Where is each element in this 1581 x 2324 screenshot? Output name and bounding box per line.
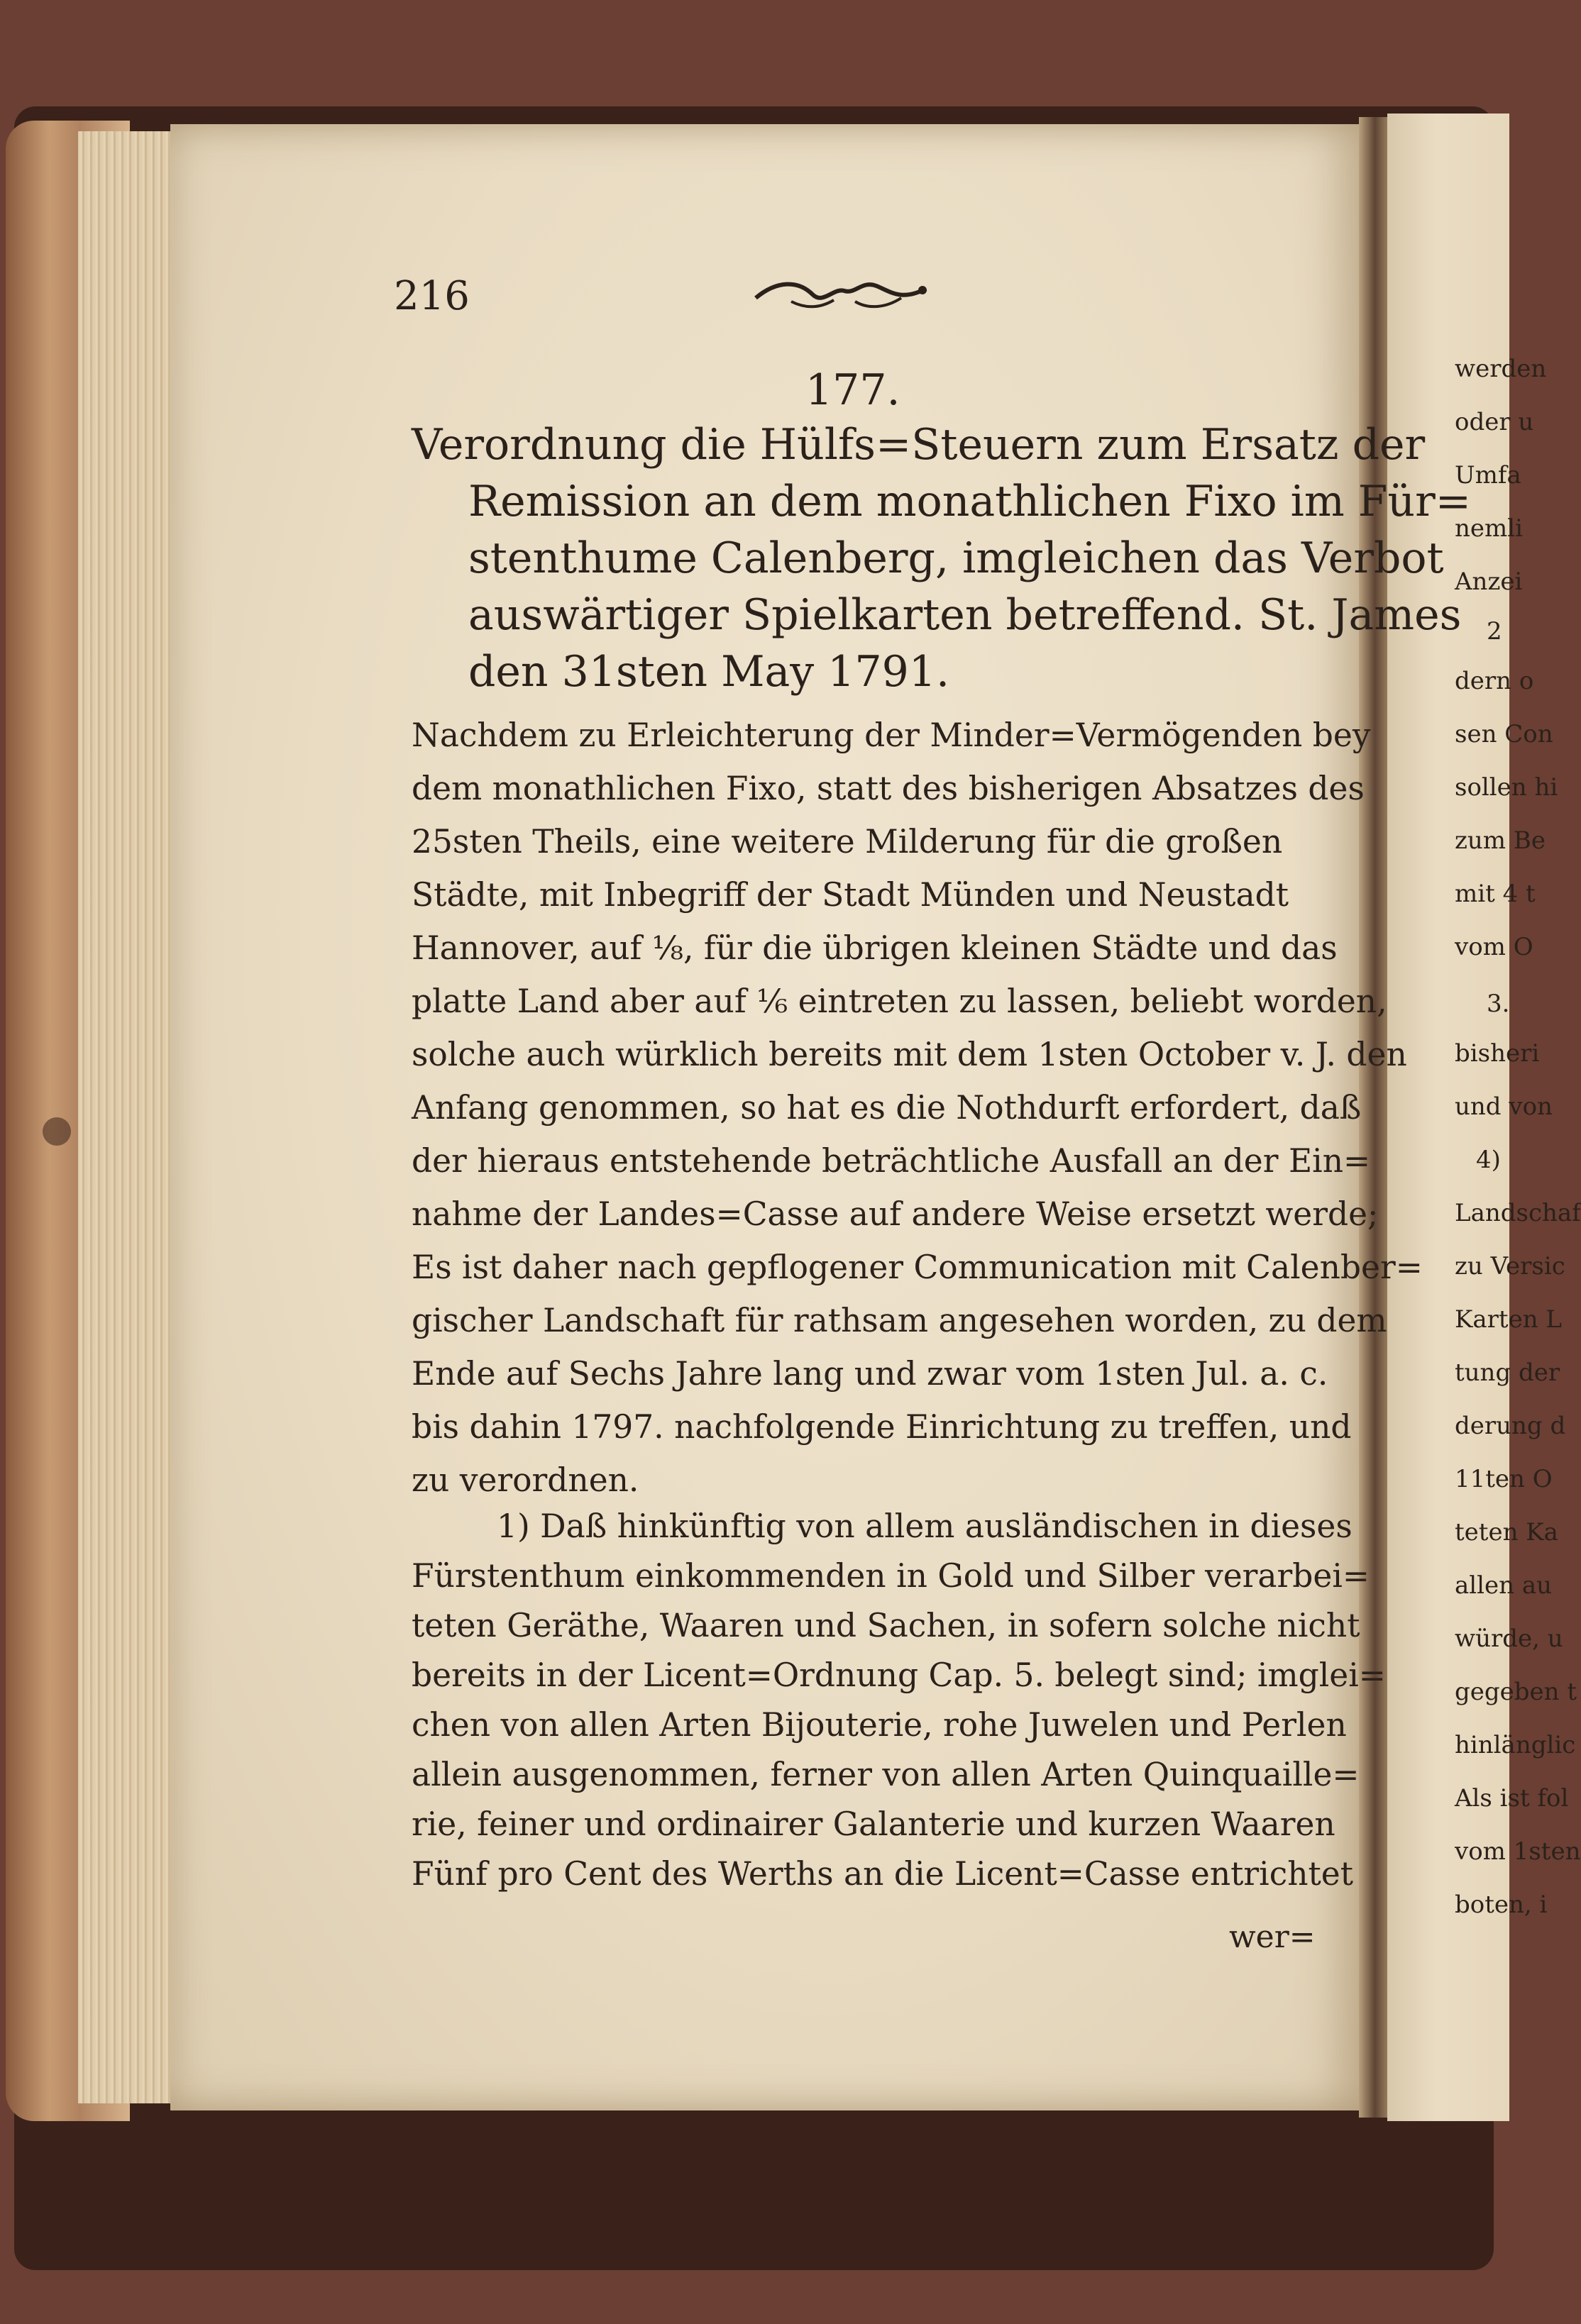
- right-page-fragment: oder u: [1455, 408, 1534, 436]
- right-page-fragment: derung d: [1455, 1412, 1566, 1440]
- right-page-fragment: Anzei: [1455, 568, 1523, 596]
- body-line: Fünf pro Cent des Werths an die Licent=Casse entrichtet: [412, 1855, 1353, 1893]
- body-line: gischer Landschaft für rathsam angesehen worden, zu dem: [412, 1302, 1387, 1339]
- body-line: nahme der Landes=Casse auf andere Weise ersetzt werde;: [412, 1195, 1379, 1233]
- body-line: dem monathlichen Fixo, statt des bisherigen Absatzes des: [412, 770, 1365, 807]
- page-stack: [78, 131, 177, 2103]
- title-line: stenthume Calenberg, imgleichen das Verbot: [468, 533, 1444, 583]
- right-page-fragment: teten Ka: [1455, 1518, 1558, 1546]
- ornament-icon: [749, 273, 933, 316]
- book-gutter: [1359, 117, 1391, 2118]
- right-page-fragment: allen au: [1455, 1571, 1553, 1600]
- right-page-fragment: Als ist fol: [1455, 1784, 1569, 1813]
- right-page-fragment: nemli: [1455, 514, 1524, 543]
- body-line: rie, feiner und ordinairer Galanterie und kurzen Waaren: [412, 1805, 1335, 1843]
- body-line: Städte, mit Inbegriff der Stadt Münden und Neustadt: [412, 876, 1289, 914]
- body-line: Ende auf Sechs Jahre lang und zwar vom 1sten Jul. a. c.: [412, 1355, 1328, 1393]
- section-number: 177.: [805, 365, 900, 415]
- right-page-fragment: gegeben t: [1455, 1678, 1577, 1706]
- body-line: teten Geräthe, Waaren und Sachen, in sofern solche nicht: [412, 1607, 1360, 1644]
- right-page-fragment: 11ten O: [1455, 1465, 1553, 1493]
- title-line: auswärtiger Spielkarten betreffend. St. James: [468, 590, 1462, 640]
- right-page-fragment: werden: [1455, 355, 1547, 383]
- right-page-fragment: und von: [1455, 1092, 1553, 1121]
- right-page-fragment: zum Be: [1455, 826, 1546, 855]
- right-page-fragment: vom 1sten: [1455, 1837, 1581, 1866]
- right-page-fragment: sen Con: [1455, 720, 1553, 748]
- catchword: wer=: [1229, 1919, 1316, 1955]
- body-line: bereits in der Licent=Ordnung Cap. 5. belegt sind; imglei=: [412, 1656, 1386, 1694]
- body-line: Nachdem zu Erleichterung der Minder=Vermögenden bey: [412, 716, 1371, 754]
- title-line: Verordnung die Hülfs=Steuern zum Ersatz der: [412, 420, 1426, 470]
- right-page-fragment: hinlänglic: [1455, 1731, 1576, 1759]
- right-page-fragment: 3.: [1487, 990, 1510, 1018]
- right-page-fragment: dern o: [1455, 667, 1534, 695]
- body-line: bis dahin 1797. nachfolgende Einrichtung zu treffen, und: [412, 1408, 1352, 1446]
- body-line: Fürstenthum einkommenden in Gold und Silber verarbei=: [412, 1557, 1370, 1595]
- right-page-fragment: sollen hi: [1455, 773, 1558, 802]
- body-line: 25sten Theils, eine weitere Milderung für die großen: [412, 823, 1283, 861]
- body-line: Anfang genommen, so hat es die Nothdurft erfordert, daß: [412, 1089, 1362, 1127]
- right-page-fragment: würde, u: [1455, 1625, 1563, 1653]
- right-page-fragment: boten, i: [1455, 1891, 1548, 1919]
- right-page-fragment: 2: [1487, 617, 1502, 646]
- right-page-fragment: vom O: [1455, 933, 1533, 961]
- body-line: platte Land aber auf ⅙ eintreten zu lassen, beliebt worden,: [412, 983, 1387, 1020]
- right-page-fragment: mit 4 t: [1455, 880, 1536, 908]
- right-page-fragment: Umfa: [1455, 461, 1521, 489]
- body-line: zu verordnen.: [412, 1461, 639, 1499]
- stain: [43, 1117, 71, 1146]
- right-page-fragment: tung der: [1455, 1359, 1560, 1387]
- right-page-fragment: zu Versic: [1455, 1252, 1565, 1280]
- body-line: der hieraus entstehende beträchtliche Ausfall an der Ein=: [412, 1142, 1371, 1180]
- right-page-fragment: bisheri: [1455, 1039, 1540, 1068]
- body-line: solche auch würklich bereits mit dem 1sten October v. J. den: [412, 1036, 1407, 1073]
- right-page-fragment: 4): [1476, 1146, 1501, 1174]
- body-line: Es ist daher nach gepflogener Communication mit Calenber=: [412, 1249, 1423, 1286]
- right-page-fragment: Karten L: [1455, 1305, 1562, 1334]
- body-line: chen von allen Arten Bijouterie, rohe Juwelen und Perlen: [412, 1706, 1347, 1744]
- title-line: den 31sten May 1791.: [468, 647, 950, 697]
- page-number: 216: [394, 273, 470, 319]
- body-line: Hannover, auf ⅛, für die übrigen kleinen Städte und das: [412, 929, 1338, 967]
- right-page-fragment: Landschaf: [1455, 1199, 1581, 1227]
- title-line: Remission an dem monathlichen Fixo im Für=: [468, 477, 1472, 526]
- body-line: 1) Daß hinkünftig von allem ausländischen in dieses: [497, 1507, 1353, 1545]
- body-line: allein ausgenommen, ferner von allen Arten Quinquaille=: [412, 1756, 1360, 1793]
